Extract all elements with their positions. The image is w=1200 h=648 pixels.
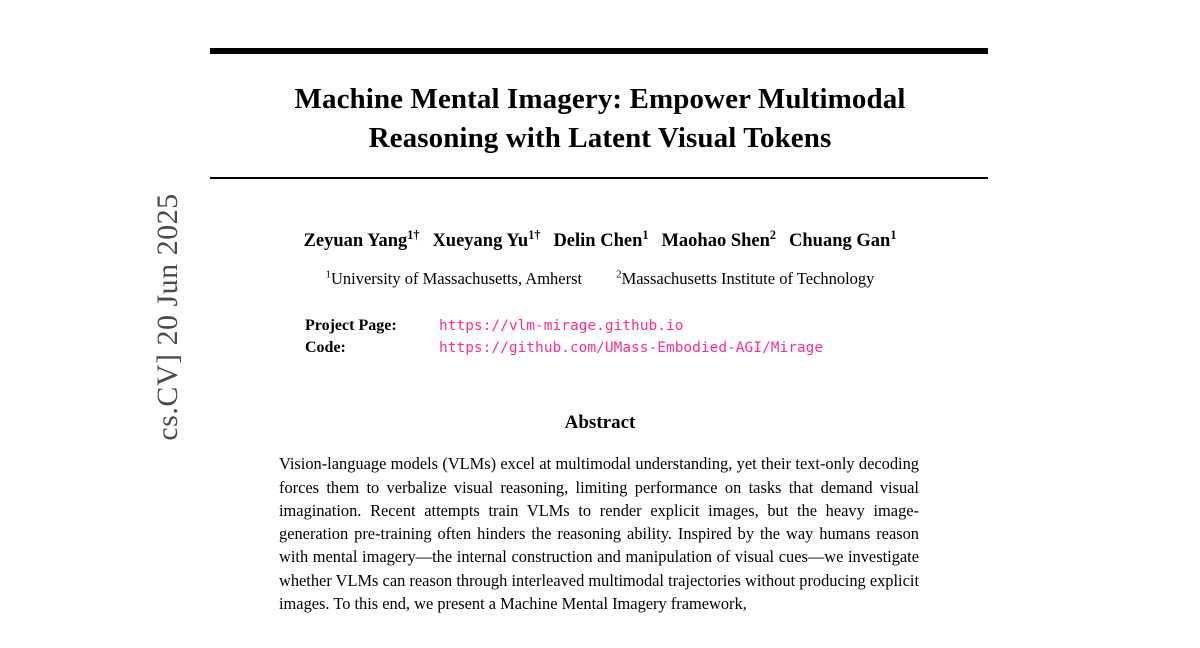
- code-row: [305, 337, 990, 359]
- author-item: [661, 227, 777, 252]
- affiliation-mark: 1: [325, 268, 331, 281]
- author-affiliation-mark: 1†: [528, 227, 541, 242]
- page-title: [210, 80, 990, 157]
- abstract-text: Vision-language models (VLMs) excel at multimodal understanding, yet their text-only decoding forces them to verbalize visual reasoning, limiting performance on tasks that demand visual imagination. Recent attempts train VLMs to render explicit images, but the heavy image-generation pre-training often hinders the reasoning ability. Inspired by the way humans reason with mental imagery—the internal construction and manipulation of visual cues—we investigate whether VLMs can reason through interleaved multimodal trajectories without producing explicit images. To this end, we present a Machine Mental Imagery framework,: [279, 454, 919, 614]
- author-affiliation-mark: 2: [769, 227, 777, 242]
- author-list: [210, 227, 990, 252]
- title-line-2: Reasoning with Latent Visual Tokens: [368, 121, 832, 154]
- arxiv-stamp: cs.CV] 20 Jun 2025: [151, 193, 184, 441]
- title-bottom-rule: [210, 177, 988, 179]
- project-page-link[interactable]: https://vlm-mirage.github.io: [439, 318, 684, 335]
- title-top-rule: [210, 48, 988, 54]
- author-item: [789, 227, 897, 252]
- affiliation-name: University of Massachusetts, Amherst: [330, 269, 583, 289]
- title-line-1: Machine Mental Imagery: Empower Multimodal: [294, 83, 906, 115]
- author-affiliation-mark: 1: [890, 227, 897, 242]
- abstract-heading: Abstract: [564, 412, 636, 434]
- affiliation-name: Massachusetts Institute of Technology: [621, 269, 875, 289]
- code-label: Code:: [305, 339, 346, 357]
- author-affiliation-mark: 1†: [407, 227, 420, 242]
- author-item: [553, 227, 649, 252]
- author-name: Chuang Gan: [789, 231, 891, 252]
- affiliation-mark: 2: [616, 268, 622, 281]
- author-item: [432, 227, 541, 252]
- project-page-row: [305, 315, 990, 337]
- affiliation-item: [616, 269, 874, 288]
- affiliation-item: [326, 269, 583, 288]
- code-link[interactable]: https://github.com/UMass-Embodied-AGI/Mirage: [439, 340, 824, 357]
- author-name: Delin Chen: [553, 231, 643, 252]
- author-name: Xueyang Yu: [432, 231, 529, 252]
- paper-links: [305, 315, 990, 359]
- project-page-label: Project Page:: [305, 317, 397, 335]
- author-affiliation-mark: 1: [642, 227, 649, 242]
- author-name: Maohao Shen: [661, 231, 770, 252]
- paper-page: [210, 0, 990, 648]
- author-item: [303, 227, 420, 252]
- author-name: Zeyuan Yang: [303, 231, 408, 252]
- affiliation-list: [210, 269, 990, 289]
